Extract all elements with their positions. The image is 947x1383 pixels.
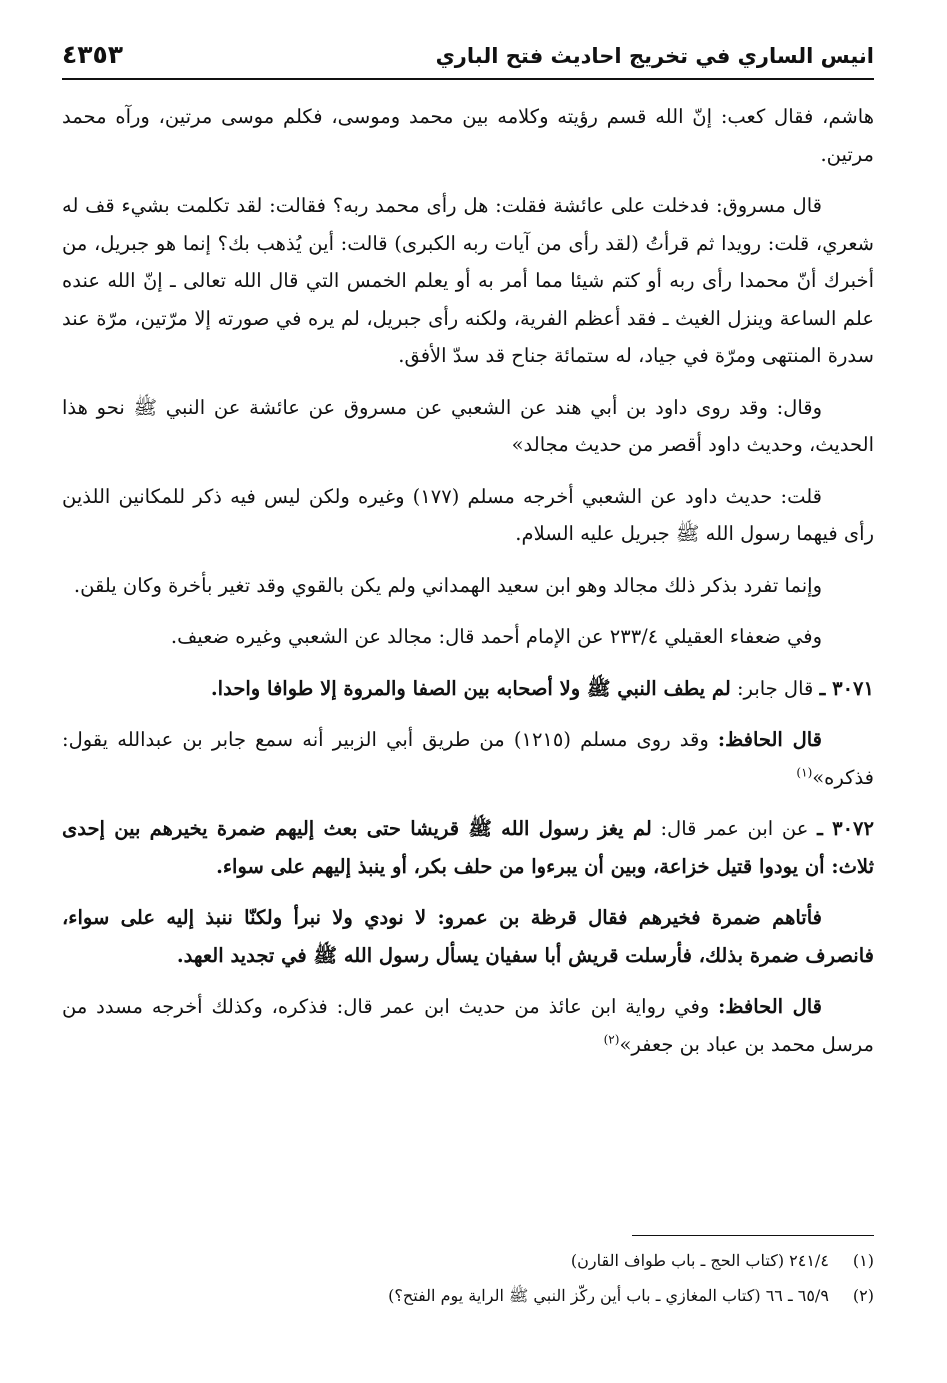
- footnote-text: ٦٥/٩ ـ ٦٦ (كتاب المغازي ـ باب أين ركّز النبي ﷺ الراية يوم الفتح؟): [388, 1286, 829, 1305]
- paragraph: قلت: حديث داود عن الشعبي أخرجه مسلم (١٧٧) وغيره ولكن ليس فيه ذكر للمكانين اللذين رأى فيهما رسول الله ﷺ جبريل عليه السلام.: [62, 484, 874, 545]
- page-number: ٤٣٥٣: [62, 40, 124, 69]
- hadith-number: ٣٠٧٢ ـ: [817, 817, 875, 840]
- paragraph: هاشم، فقال كعب: إنّ الله قسم رؤيته وكلامه بين محمد وموسى، فكلم موسى مرتين، ورآه محمد مرتين.: [62, 105, 874, 166]
- hafiz-comment: [62, 721, 874, 796]
- hafiz-text: وفي رواية ابن عائذ من حديث ابن عمر قال: فذكره، وكذلك أخرجه مسدد من مرسل محمد بن عباد بن جعفر»: [62, 995, 874, 1056]
- book-title: انيس الساري في تخريج احاديث فتح الباري: [435, 44, 874, 68]
- hadith-3071: [62, 670, 874, 708]
- hadith-intro: قال جابر:: [736, 676, 814, 700]
- hafiz-label: قال الحافظ:: [718, 995, 822, 1018]
- footnote-ref: (٢): [603, 1032, 620, 1046]
- paragraph: وقال: وقد روى داود بن أبي هند عن الشعبي عن مسروق عن عائشة عن النبي ﷺ نحو هذا الحديث، وحديث داود أقصر من حديث مجالد»: [62, 395, 874, 456]
- hadith-3072: [62, 810, 874, 885]
- page-body: [62, 98, 874, 1077]
- paragraph: وإنما تفرد بذكر ذلك مجالد وهو ابن سعيد الهمداني ولم يكن بالقوي وقد تغير بأخرة وكان يلقن.: [73, 573, 822, 597]
- hafiz-comment: [62, 988, 874, 1063]
- hafiz-text: وقد روى مسلم (١٢١٥) من طريق أبي الزبير أنه سمع جابر بن عبدالله يقول: فذكره»: [62, 728, 874, 789]
- footnote-number: (١): [852, 1251, 874, 1270]
- hadith-text: لم يغز رسول الله ﷺ قريشا حتى بعث إليهم ضمرة يخيرهم بين إحدى ثلاث: أن يودوا قتيل خزاعة، وبين أن يبرءوا من حلف بكر، أو ينبذ إليهم على سواء.: [62, 817, 874, 878]
- paragraph: قال مسروق: فدخلت على عائشة فقلت: هل رأى محمد ربه؟ فقالت: لقد تكلمت بشيء قف له شعري، قلت: رويدا ثم قرأتُ (لقد رأى من آيات ربه الكبرى) قالت: أين يُذهب بك؟ إنما هو جبريل، من أخبرك أنّ محمدا رأى ربه أو كتم شيئا مما أمر به أو يعلم الخمس التي قال الله تعالى ـ إنّ الله عنده علم الساعة وينزل الغيث ـ فقد أعظم الفرية، ولكنه رأى جبريل، لم يره في صورته إلا مرّتين، مرّة عند سدرة المنتهى ومرّة في جياد، له ستمائة جناح قد سدّ الأفق.: [62, 194, 874, 367]
- hafiz-label: قال الحافظ:: [717, 728, 823, 751]
- hadith-continuation: فأتاهم ضمرة فخيرهم فقال قرظة بن عمرو: لا نودي ولا نبرأ ولكنّا ننبذ إليه على سواء، فانصرف ضمرة بذلك، فأرسلت قريش أبا سفيان يسأل رسول الله ﷺ في تجديد العهد.: [62, 906, 874, 967]
- hadith-number: ٣٠٧١ ـ: [819, 676, 874, 700]
- footnote: [62, 1281, 874, 1311]
- hadith-text: لم يطف النبي ﷺ ولا أصحابه بين الصفا والمروة إلا طوافا واحدا.: [210, 676, 731, 700]
- footnote: [62, 1246, 874, 1276]
- paragraph: وفي ضعفاء العقيلي ٢٣٣/٤ عن الإمام أحمد قال: مجالد عن الشعبي وغيره ضعيف.: [170, 625, 822, 648]
- hadith-intro: عن ابن عمر قال:: [660, 817, 809, 840]
- footnote-ref: (١): [796, 765, 813, 779]
- footnote-text: ٢٤١/٤ (كتاب الحج ـ باب طواف القارن): [570, 1251, 829, 1270]
- footnote-divider: [632, 1235, 874, 1236]
- footnote-number: (٢): [852, 1286, 874, 1305]
- running-header: [62, 38, 874, 80]
- footnotes: [62, 1246, 874, 1316]
